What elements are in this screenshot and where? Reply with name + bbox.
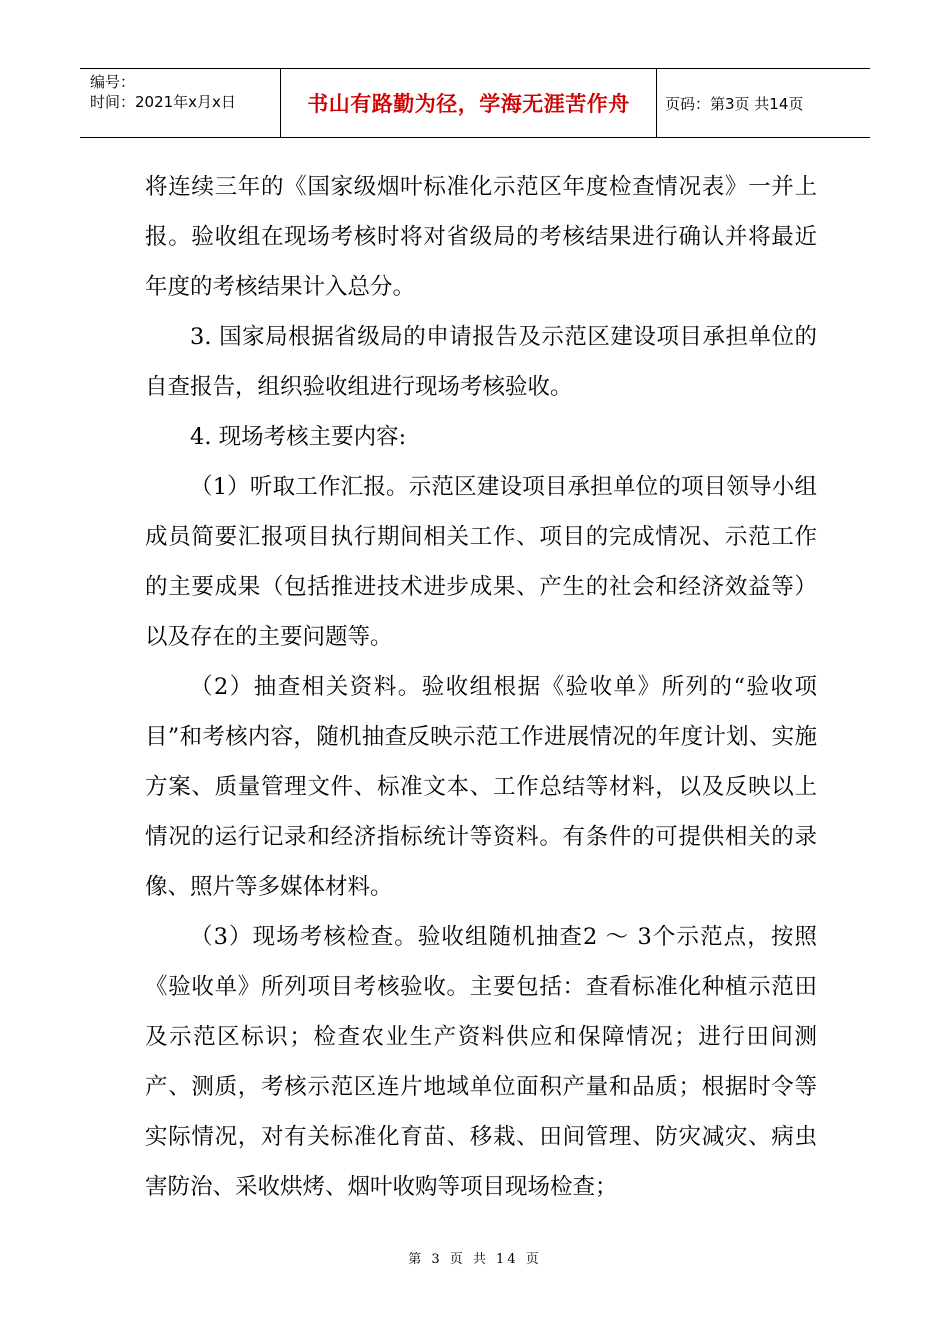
paragraph-continuation: 将连续三年的《国家级烟叶标准化示范区年度检查情况表》一并上报。验收组在现场考核时将对省级局的考核结果进行确认并将最近年度的考核结果计入总分。: [145, 174, 817, 300]
header-page-cell: [657, 69, 870, 137]
header-page-info: 页码：第3页 共14页: [665, 94, 804, 113]
document-time-label: 时间：2021年x月x日: [90, 93, 236, 111]
paragraph-item-4: 4. 现场考核主要内容:: [190, 424, 407, 450]
document-header: [80, 68, 870, 138]
header-meta-cell: [80, 69, 281, 137]
paragraph-sub-2: （2）抽查相关资料。验收组根据《验收单》所列的“验收项目”和考核内容，随机抽查反映示范工作进展情况的年度计划、实施方案、质量管理文件、标准文本、工作总结等材料，以及反映以上情况的运行记录和经济指标统计等资料。有条件的可提供相关的录像、照片等多媒体材料。: [145, 674, 817, 900]
document-body: [145, 162, 817, 1212]
paragraph-sub-3: （3）现场考核检查。验收组随机抽查2 ～ 3个示范点，按照《验收单》所列项目考核验收。主要包括：查看标准化种植示范田及示范区标识；检查农业生产资料供应和保障情况；进行田间测产、测质，考核示范区连片地域单位面积产量和品质；根据时令等实际情况，对有关标准化育苗、移栽、田间管理、防灾减灾、病虫害防治、采收烘烤、烟叶收购等项目现场检查；: [145, 924, 817, 1200]
paragraph-item-3: 3. 国家局根据省级局的申请报告及示范区建设项目承担单位的自查报告，组织验收组进行现场考核验收。: [145, 324, 817, 400]
document-number-label: 编号：: [90, 73, 136, 91]
header-motto-cell: [281, 69, 657, 137]
page-footer: 第 3 页 共 14 页: [408, 1252, 542, 1267]
paragraph-sub-1: （1）听取工作汇报。示范区建设项目承担单位的项目领导小组成员简要汇报项目执行期间相关工作、项目的完成情况、示范工作的主要成果（包括推进技术进步成果、产生的社会和经济效益等）以及存在的主要问题等。: [145, 474, 817, 650]
header-motto: 书山有路勤为径，学海无涯苦作舟: [307, 92, 630, 116]
